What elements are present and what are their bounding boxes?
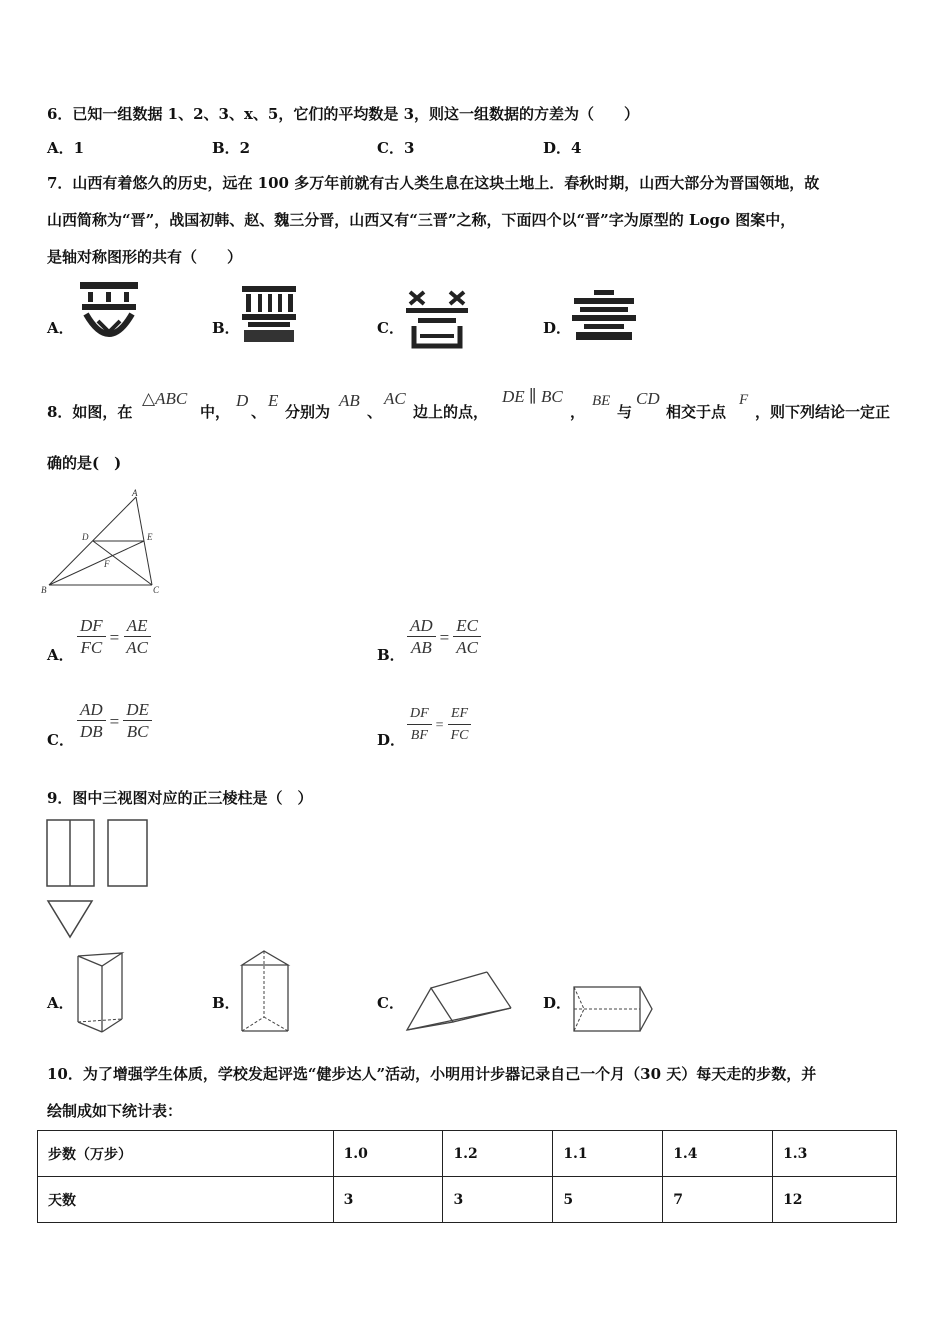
q8-separator-1: 、: [251, 403, 267, 421]
q7-option-d: D．: [543, 319, 572, 337]
q8-text-yu: 与: [617, 403, 633, 421]
q9-option-d: D．: [543, 994, 572, 1012]
jin-logo-c-icon: [404, 288, 470, 350]
table-row: [38, 1131, 897, 1177]
q8-separator-2: 、: [367, 403, 383, 421]
figure-label-b: B: [41, 585, 47, 595]
jin-logo-a-icon: [76, 276, 142, 348]
q9-option-a: A．: [47, 994, 74, 1012]
q8-point-e: E: [268, 391, 279, 410]
q9-option-b: B．: [212, 994, 240, 1012]
table-cell: 1.4: [663, 1131, 773, 1177]
q8-option-d-label: D．: [377, 731, 406, 749]
steps-statistics-table: [37, 1130, 897, 1223]
q7-option-a: A．: [47, 319, 74, 337]
q8-option-a-label: A．: [47, 646, 74, 664]
q8-option-b-formula: $\frac{AD}{AB}$ = $\frac{EC}{AC}$: [407, 616, 481, 659]
q8-stem-line2: 确的是( ): [47, 454, 122, 472]
q8-option-c-label: C．: [47, 731, 74, 749]
q8-de-parallel-bc: DE ∥ BC: [502, 387, 563, 406]
q8-text-zhong: 中，: [200, 403, 231, 421]
q6-stem: 6．已知一组数据 1、2、3、x、5，它们的平均数是 3，则这一组数据的方差为（ ）: [47, 105, 640, 123]
q9-stem: 9．图中三视图对应的正三棱柱是（ ）: [47, 789, 313, 807]
figure-label-e: E: [147, 532, 153, 542]
q7-option-b: B．: [212, 319, 240, 337]
table-cell: 1.3: [773, 1131, 897, 1177]
q8-option-a-formula: $\frac{DF}{FC}$ = $\frac{AE}{AC}$: [77, 616, 151, 659]
figure-label-c: C: [153, 585, 160, 595]
q8-segment-ac: AC: [384, 389, 406, 408]
q8-option-b-label: B．: [377, 646, 405, 664]
jin-logo-d-icon: [570, 288, 638, 348]
table-cell: 1.0: [333, 1131, 443, 1177]
q8-text-fenbie: 分别为: [285, 403, 331, 421]
q8-triangle-abc: △ABC: [142, 389, 188, 408]
q8-option-d-formula: $\frac{DF}{BF}$ = $\frac{EF}{FC}$: [407, 704, 471, 747]
q8-point-f: F: [739, 392, 749, 408]
table-cell: 天数: [38, 1177, 334, 1223]
q6-option-b: B．2: [212, 139, 251, 157]
q8-text-xiangjiao: 相交于点: [666, 403, 727, 421]
q8-stem-prefix: 8．如图，在: [47, 403, 133, 421]
q7-option-c: C．: [377, 319, 404, 337]
jin-logo-b-icon: [240, 282, 298, 346]
q8-segment-ab: AB: [339, 391, 360, 410]
three-view-drawing: [44, 815, 156, 943]
prism-option-c-icon: [403, 968, 517, 1034]
q10-stem-line1: 10．为了增强学生体质，学校发起评选“健步达人”活动，小明用计步器记录自己一个月（30 天）每天走的步数，并: [47, 1065, 817, 1083]
q9-option-c: C．: [377, 994, 404, 1012]
q8-segment-cd: CD: [636, 389, 660, 408]
figure-label-f: F: [104, 559, 110, 569]
q7-stem-line1: 7．山西有着悠久的历史，远在 100 多万年前就有古人类生息在这块土地上．春秋时期，山西大部分为晋国领地，故: [47, 174, 820, 192]
table-row: [38, 1177, 897, 1223]
table-cell: 1.2: [443, 1131, 553, 1177]
prism-option-b-icon: [238, 948, 294, 1036]
q7-stem-line3: 是轴对称图形的共有（ ）: [47, 248, 243, 266]
q8-text-bian: 边上的点，: [413, 403, 489, 421]
table-cell: 3: [443, 1177, 553, 1223]
q8-point-d: D: [236, 391, 249, 410]
q8-segment-be: BE: [592, 393, 611, 409]
table-cell: 1.1: [553, 1131, 663, 1177]
table-cell: 7: [663, 1177, 773, 1223]
q8-option-c-formula: $\frac{AD}{DB}$ = $\frac{DE}{BC}$: [77, 700, 152, 743]
table-cell: 12: [773, 1177, 897, 1223]
q6-option-a: A．1: [47, 139, 85, 157]
table-cell: 5: [553, 1177, 663, 1223]
q6-option-d: D．4: [543, 139, 582, 157]
q7-stem-line2: 山西简称为“晋”，战国初韩、赵、魏三分晋，山西又有“三晋”之称，下面四个以“晋”字为原型的 Logo 图案中，: [47, 211, 796, 229]
q8-triangle-figure: [40, 485, 170, 600]
prism-option-d-icon: [570, 982, 658, 1036]
table-cell: 步数（万步）: [38, 1131, 334, 1177]
q8-comma: ，: [570, 403, 586, 421]
q8-stem-tail: ，则下列结论一定正: [755, 403, 891, 421]
figure-label-a: A: [132, 488, 138, 498]
table-cell: 3: [333, 1177, 443, 1223]
q6-option-c: C．3: [377, 139, 415, 157]
q10-stem-line2: 绘制成如下统计表：: [47, 1102, 183, 1120]
prism-option-a-icon: [72, 950, 128, 1036]
figure-label-d: D: [82, 532, 89, 542]
